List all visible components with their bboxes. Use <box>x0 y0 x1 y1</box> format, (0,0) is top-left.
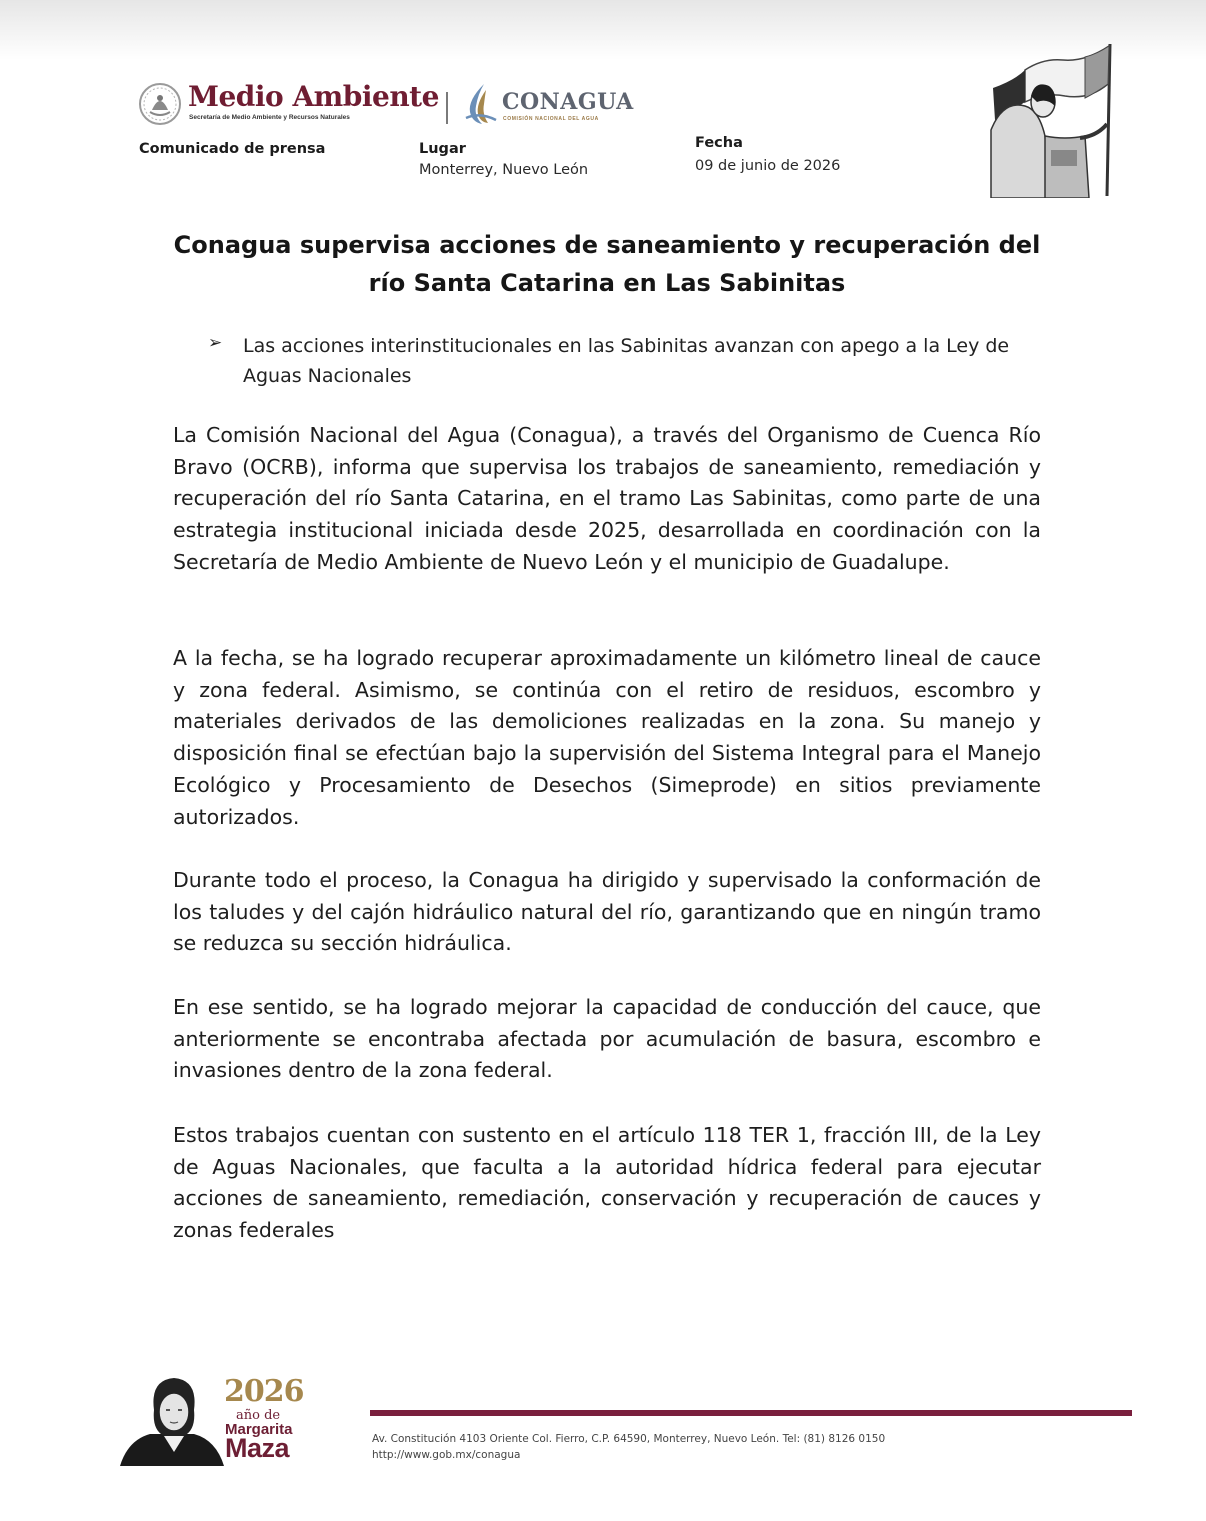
press-release-title: Conagua supervisa acciones de saneamiento y recuperación del río Santa Catarina en Las Sabinitas <box>173 231 1041 297</box>
year-logo-line2: Margarita <box>225 1421 293 1438</box>
sema-logo-name: Medio Ambiente <box>188 80 439 113</box>
conagua-drop-icon <box>462 82 500 126</box>
conagua-logo-name: CONAGUA <box>502 89 634 115</box>
body-paragraph-2: A la fecha, se ha logrado recuperar aproximadamente un kilómetro lineal de cauce y zona federal. Asimismo, se continúa con el retiro de residuos, escombro y materiales derivados de las demoliciones realizadas en la zona. Su manejo y disposición final se efectúan bajo la supervisión del Sistema Integral para el Manejo Ecológico y Procesamiento de Desechos (Simeprode) en sitios previamente autorizados. <box>173 646 1041 829</box>
year-logo-line3: Maza <box>225 1433 290 1463</box>
arrow-bullet-icon: ➢ <box>208 333 223 353</box>
date-value: 09 de junio de 2026 <box>695 158 841 174</box>
footer-address: Av. Constitución 4103 Oriente Col. Fierro, C.P. 64590, Monterrey, Nuevo León. Tel: (81) 8126 0150 <box>372 1433 886 1445</box>
conagua-logo-subtitle: COMISIÓN NACIONAL DEL AGUA <box>503 116 599 122</box>
footer-url-link[interactable]: http://www.gob.mx/conagua <box>372 1449 521 1461</box>
body-paragraph-1: La Comisión Nacional del Agua (Conagua), a través del Organismo de Cuenca Río Bravo (OCRB), informa que supervisa los trabajos de saneamiento, remediación y recuperación del río Santa Catarina, en el tramo Las Sabinitas, como parte de una estrategia institucional iniciada desde 2025, desarrollada en coordinación con la Secretaría de Medio Ambiente de Nuevo León y el municipio de Guadalupe. <box>173 423 1041 574</box>
logo-divider <box>446 92 448 124</box>
date-label: Fecha <box>695 135 743 151</box>
national-seal-icon <box>138 82 182 126</box>
place-label: Lugar <box>419 141 466 157</box>
bullet-text: Las acciones interinstitucionales en las Sabinitas avanzan con apego a la Ley de Aguas Nacionales <box>243 335 1010 387</box>
body-paragraph-5: Estos trabajos cuentan con sustento en el artículo 118 TER 1, fracción III, de la Ley de Aguas Nacionales, que faculta a la autoridad hídrica federal para ejecutar acciones de saneamiento, remediación, conservación y recuperación de cauces y zonas federales <box>173 1123 1041 1243</box>
year-logo-line1: año de <box>236 1408 281 1423</box>
doc-type-label: Comunicado de prensa <box>139 141 326 157</box>
conagua-logo <box>462 80 642 130</box>
margarita-maza-portrait <box>120 1370 224 1466</box>
place-value: Monterrey, Nuevo León <box>419 162 589 178</box>
heroine-flag-illustration <box>985 40 1135 198</box>
sema-logo-subtitle: Secretaría de Medio Ambiente y Recursos Naturales <box>189 114 350 121</box>
footer-rule <box>370 1410 1132 1416</box>
year-margarita-maza-logo <box>120 1368 320 1468</box>
year-logo-number: 2026 <box>224 1374 304 1409</box>
body-paragraph-3: Durante todo el proceso, la Conagua ha dirigido y supervisado la conformación de los taludes y del cajón hidráulico natural del río, garantizando que en ningún tramo se reduzca su sección hidráulica. <box>173 868 1041 956</box>
body-paragraph-4: En ese sentido, se ha logrado mejorar la capacidad de conducción del cauce, que anteriormente se encontraba afectada por acumulación de basura, escombro e invasiones dentro de la zona federal. <box>173 995 1041 1083</box>
sema-logo <box>138 80 438 130</box>
